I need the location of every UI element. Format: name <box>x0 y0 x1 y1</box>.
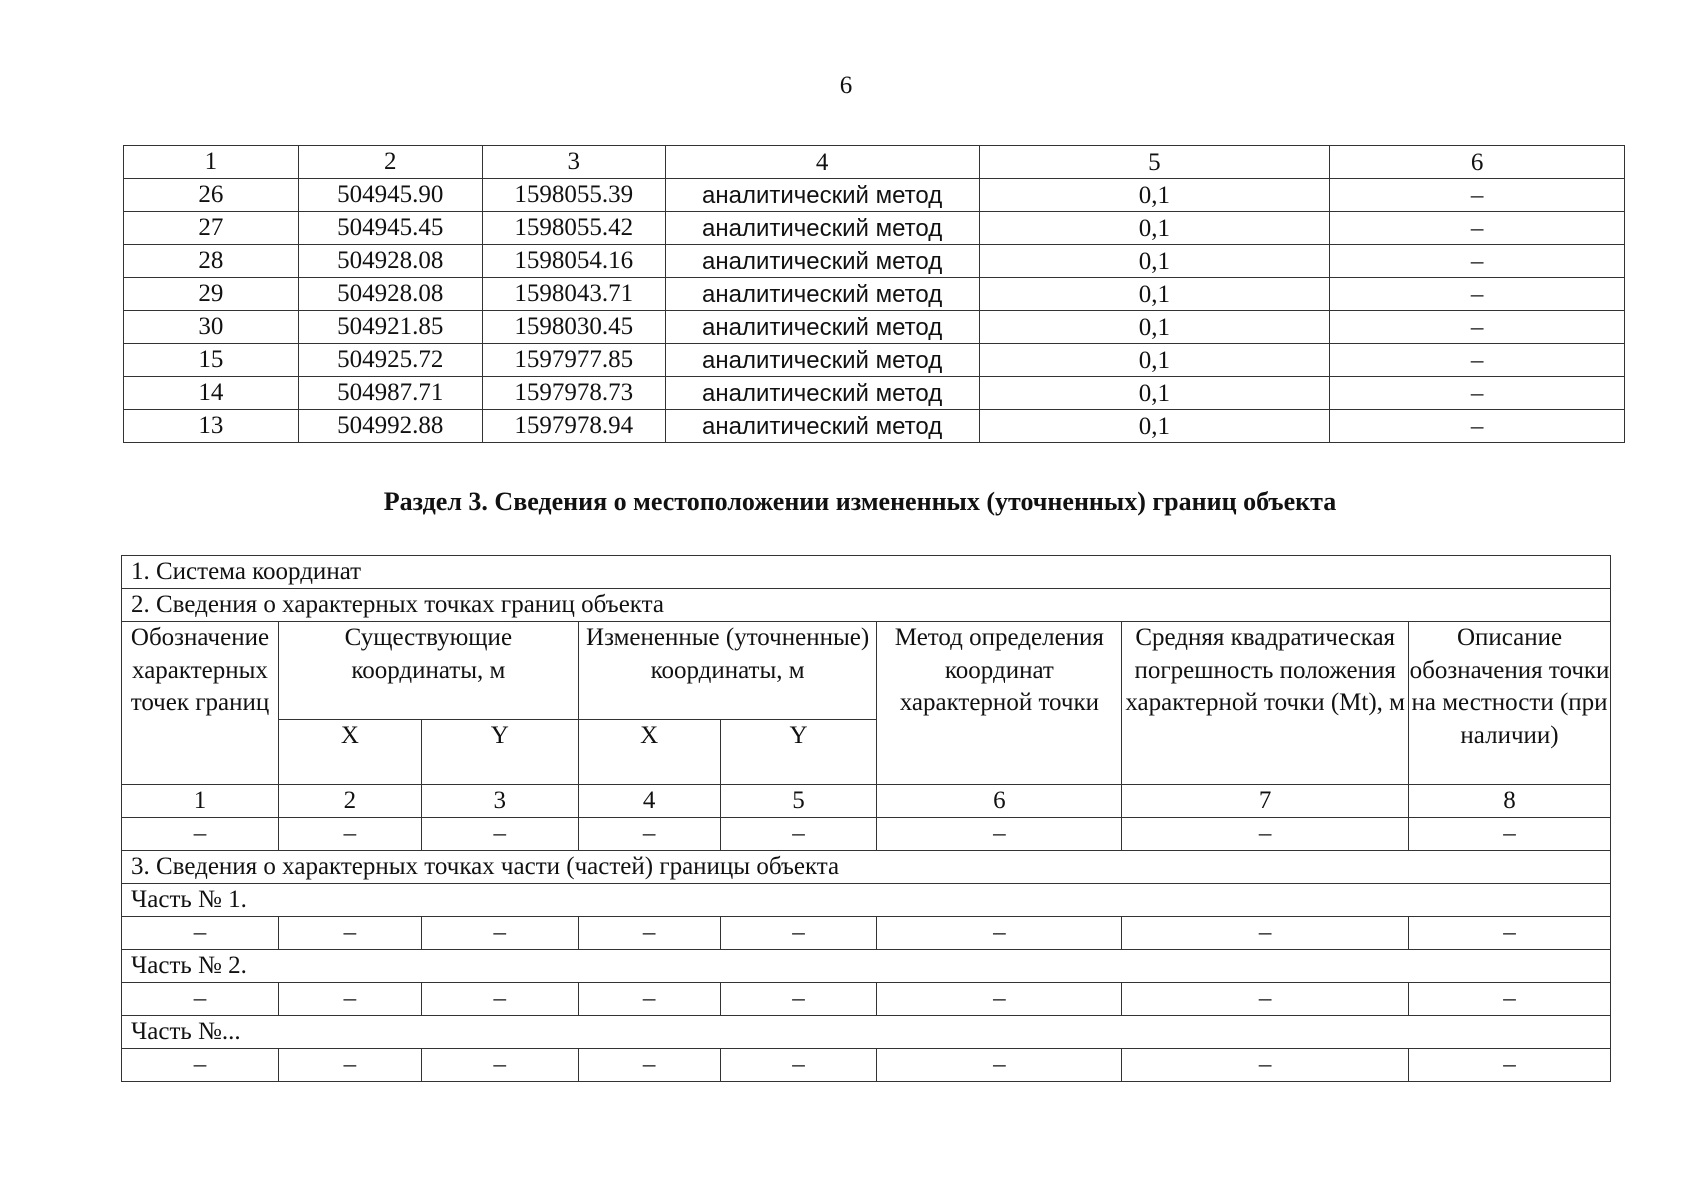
table1-cell-x-coordinate: 504945.90 <box>298 179 482 212</box>
empty-value-dash: – <box>122 818 279 851</box>
empty-value-dash: – <box>278 917 421 950</box>
col-number: 5 <box>720 785 877 818</box>
empty-value-dash: – <box>1409 818 1611 851</box>
page-number: 6 <box>839 72 853 99</box>
table1-cell-accuracy: 0,1 <box>979 212 1330 245</box>
empty-value-dash: – <box>578 983 720 1016</box>
col-designation-header: Обозначение характерных точек границ <box>122 622 279 785</box>
table1-cell-method: аналитический метод <box>665 245 979 278</box>
table1-cell-accuracy: 0,1 <box>979 410 1330 443</box>
col-method-header: Метод определения координат характерной точки <box>877 622 1122 785</box>
col-number: 1 <box>122 785 279 818</box>
col-changed-header: Измененные (уточненные) координаты, м <box>578 622 877 720</box>
part2-row <box>122 950 1611 983</box>
col-error-header: Средняя квадратическая погрешность положения характерной точки (Mt), м <box>1122 622 1409 785</box>
table1-cell-point-number: 30 <box>124 311 299 344</box>
table1-cell-point-number: 14 <box>124 377 299 410</box>
table1-cell-accuracy: 0,1 <box>979 311 1330 344</box>
empty-value-dash: – <box>578 818 720 851</box>
column-numbers-row <box>122 785 1611 818</box>
empty-value-dash: – <box>1122 818 1409 851</box>
table1-cell-method: аналитический метод <box>665 410 979 443</box>
table1-cell-point-number: 28 <box>124 245 299 278</box>
table1-col-number: 1 <box>124 146 299 179</box>
table1-cell-description: – <box>1330 179 1625 212</box>
table1-row <box>124 377 1625 410</box>
coord-system-row <box>122 556 1611 589</box>
empty-value-dash: – <box>122 983 279 1016</box>
table1-cell-description: – <box>1330 377 1625 410</box>
table1-cell-y-coordinate: 1598054.16 <box>482 245 665 278</box>
table1-cell-method: аналитический метод <box>665 377 979 410</box>
table1-col-number: 4 <box>665 146 979 179</box>
col-number: 7 <box>1122 785 1409 818</box>
empty-value-dash: – <box>877 983 1122 1016</box>
table1-col-number: 6 <box>1330 146 1625 179</box>
empty-value-dash: – <box>720 983 877 1016</box>
table1-row <box>124 311 1625 344</box>
coord-system-label: 1. Система координат <box>122 556 1611 589</box>
column-header-row <box>122 622 1611 720</box>
table1-cell-x-coordinate: 504925.72 <box>298 344 482 377</box>
empty-value-dash: – <box>877 1049 1122 1082</box>
empty-value-dash: – <box>278 1049 421 1082</box>
table1-col-number: 3 <box>482 146 665 179</box>
empty-value-dash: – <box>421 818 578 851</box>
table1-cell-y-coordinate: 1597978.73 <box>482 377 665 410</box>
empty-value-dash: – <box>720 917 877 950</box>
empty-value-dash: – <box>122 1049 279 1082</box>
empty-value-dash: – <box>421 917 578 950</box>
table1-cell-y-coordinate: 1598030.45 <box>482 311 665 344</box>
table1-col-number: 5 <box>979 146 1330 179</box>
table1-cell-description: – <box>1330 245 1625 278</box>
table1-cell-method: аналитический метод <box>665 278 979 311</box>
table1-row <box>124 344 1625 377</box>
table1-cell-x-coordinate: 504928.08 <box>298 245 482 278</box>
table1-cell-y-coordinate: 1598043.71 <box>482 278 665 311</box>
empty-value-dash: – <box>122 917 279 950</box>
part1-label: Часть № 1. <box>122 884 1611 917</box>
table1-cell-accuracy: 0,1 <box>979 179 1330 212</box>
table1-cell-y-coordinate: 1597978.94 <box>482 410 665 443</box>
empty-value-dash: – <box>1409 917 1611 950</box>
points-heading-row <box>122 589 1611 622</box>
empty-value-dash: – <box>877 818 1122 851</box>
table1-row <box>124 278 1625 311</box>
table1-cell-accuracy: 0,1 <box>979 377 1330 410</box>
table1-cell-point-number: 26 <box>124 179 299 212</box>
table1-cell-y-coordinate: 1598055.42 <box>482 212 665 245</box>
part2-label: Часть № 2. <box>122 950 1611 983</box>
col-number: 6 <box>877 785 1122 818</box>
col-number: 3 <box>421 785 578 818</box>
table1-cell-method: аналитический метод <box>665 212 979 245</box>
table1-row <box>124 410 1625 443</box>
boundary-points-table <box>121 555 1611 1082</box>
points-heading-label: 2. Сведения о характерных точках границ объекта <box>122 589 1611 622</box>
table1-cell-accuracy: 0,1 <box>979 278 1330 311</box>
col-number: 2 <box>278 785 421 818</box>
table1-cell-point-number: 13 <box>124 410 299 443</box>
col-number: 8 <box>1409 785 1611 818</box>
table1-cell-method: аналитический метод <box>665 344 979 377</box>
empty-value-dash: – <box>1409 983 1611 1016</box>
table1-cell-description: – <box>1330 278 1625 311</box>
table1-cell-x-coordinate: 504921.85 <box>298 311 482 344</box>
table1-cell-point-number: 15 <box>124 344 299 377</box>
table1-cell-description: – <box>1330 212 1625 245</box>
col-description-header: Описание обозначения точки на местности (при наличии) <box>1409 622 1611 785</box>
changed-y-header: Y <box>720 720 877 785</box>
table1-cell-x-coordinate: 504992.88 <box>298 410 482 443</box>
table1-cell-method: аналитический метод <box>665 179 979 212</box>
table1-row <box>124 212 1625 245</box>
table1-cell-description: – <box>1330 344 1625 377</box>
section-title: Раздел 3. Сведения о местоположении измененных (уточненных) границ объекта <box>383 487 1337 516</box>
empty-value-dash: – <box>421 983 578 1016</box>
table1-cell-accuracy: 0,1 <box>979 344 1330 377</box>
empty-value-dash: – <box>1122 983 1409 1016</box>
part1-dash-row <box>122 917 1611 950</box>
empty-value-dash: – <box>720 818 877 851</box>
table1-cell-description: – <box>1330 410 1625 443</box>
empty-value-dash: – <box>1122 1049 1409 1082</box>
table1-cell-point-number: 27 <box>124 212 299 245</box>
table1-cell-y-coordinate: 1597977.85 <box>482 344 665 377</box>
existing-y-header: Y <box>421 720 578 785</box>
parts-heading-row <box>122 851 1611 884</box>
table1-header-row <box>124 146 1625 179</box>
table1-cell-description: – <box>1330 311 1625 344</box>
table1-cell-point-number: 29 <box>124 278 299 311</box>
table1-cell-x-coordinate: 504987.71 <box>298 377 482 410</box>
col-number: 4 <box>578 785 720 818</box>
empty-value-dash: – <box>278 983 421 1016</box>
partn-row <box>122 1016 1611 1049</box>
table1-col-number: 2 <box>298 146 482 179</box>
table1-row <box>124 245 1625 278</box>
table1-cell-y-coordinate: 1598055.39 <box>482 179 665 212</box>
changed-x-header: X <box>578 720 720 785</box>
part1-row <box>122 884 1611 917</box>
empty-value-dash: – <box>278 818 421 851</box>
partn-dash-row <box>122 1049 1611 1082</box>
empty-value-dash: – <box>877 917 1122 950</box>
empty-value-dash: – <box>421 1049 578 1082</box>
table1-cell-accuracy: 0,1 <box>979 245 1330 278</box>
table1-row <box>124 179 1625 212</box>
existing-x-header: X <box>278 720 421 785</box>
col-existing-header: Существующие координаты, м <box>278 622 578 720</box>
empty-value-dash: – <box>578 1049 720 1082</box>
empty-value-dash: – <box>1122 917 1409 950</box>
empty-value-dash: – <box>720 1049 877 1082</box>
table1-cell-method: аналитический метод <box>665 311 979 344</box>
points-dash-row <box>122 818 1611 851</box>
empty-value-dash: – <box>578 917 720 950</box>
table1-cell-x-coordinate: 504928.08 <box>298 278 482 311</box>
part2-dash-row <box>122 983 1611 1016</box>
table1-cell-x-coordinate: 504945.45 <box>298 212 482 245</box>
empty-value-dash: – <box>1409 1049 1611 1082</box>
parts-heading-label: 3. Сведения о характерных точках части (частей) границы объекта <box>122 851 1611 884</box>
partn-label: Часть №... <box>122 1016 1611 1049</box>
coordinates-table <box>123 145 1625 443</box>
